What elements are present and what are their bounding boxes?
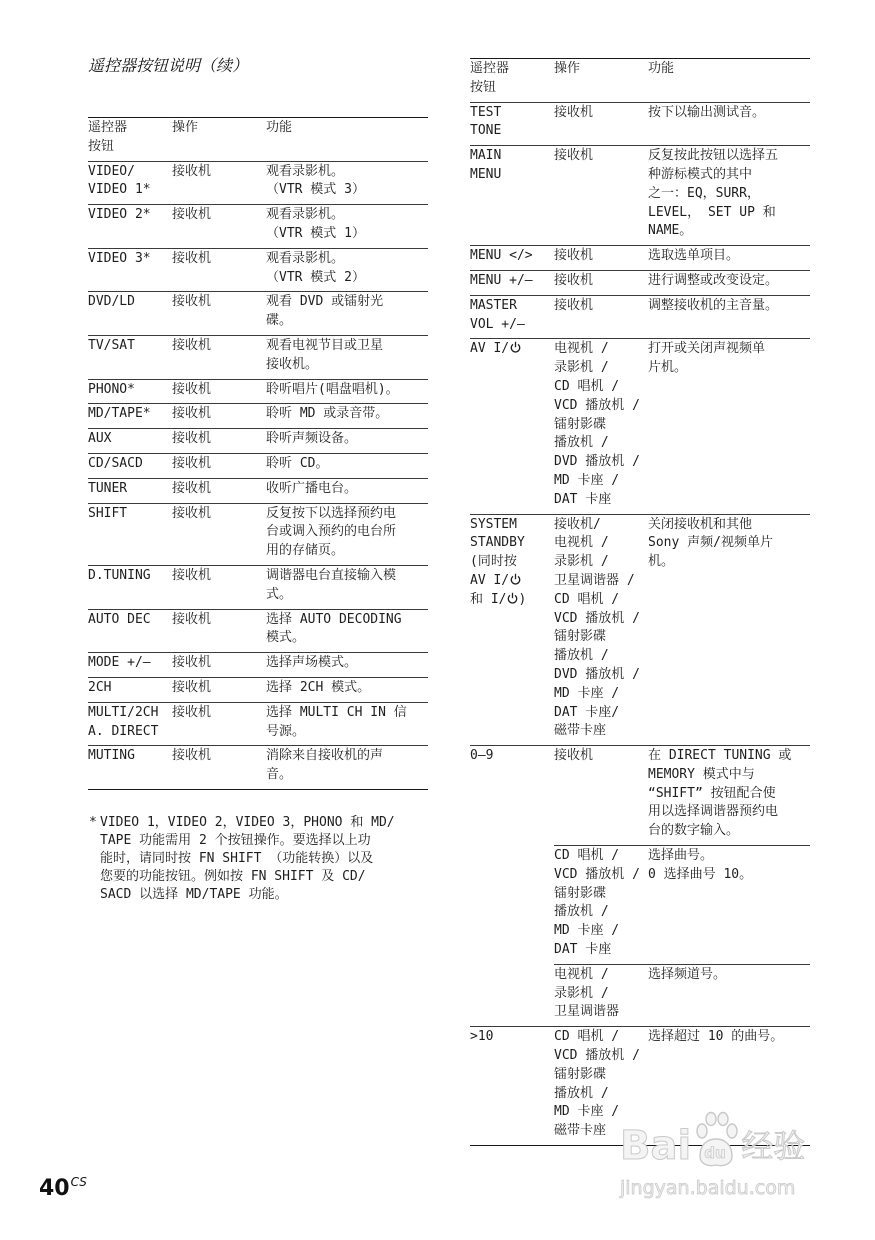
function-cell-line: “SHIFT” 按钮配合使	[648, 785, 776, 801]
operation-cell-line: MD 卡座 /	[554, 923, 620, 939]
table-header-row	[470, 59, 810, 103]
function-cell-line: （VTR 模式 1）	[266, 225, 365, 241]
operation-cell-line: 录影机 /	[554, 554, 609, 570]
function-cell-line: MEMORY 模式中与	[648, 766, 755, 782]
operation-cell-line: 接收机	[172, 431, 212, 447]
button-name-cell-line	[470, 340, 554, 359]
operation-cell	[554, 846, 648, 964]
operation-cell-line: 接收机	[554, 248, 594, 264]
operation-cell-line: DVD 播放机 /	[554, 454, 640, 470]
button-name-cell	[88, 454, 172, 478]
button-name-cell	[88, 380, 172, 404]
operation-cell-line: 接收机	[554, 748, 594, 764]
operation-cell	[554, 746, 648, 845]
function-cell	[648, 103, 810, 146]
function-cell-line: 进行调整或改变设定。	[648, 272, 779, 288]
operation-cell	[172, 292, 266, 335]
function-cell-line: （VTR 模式 3）	[266, 182, 365, 198]
sub-row	[554, 746, 810, 845]
function-cell	[648, 271, 810, 295]
operation-cell-line: DAT 卡座	[554, 942, 612, 958]
function-cell	[266, 566, 428, 609]
operation-cell	[554, 246, 648, 270]
button-name-cell-line: MD/TAPE*	[88, 406, 151, 422]
footnote-line: VIDEO 1，VIDEO 2，VIDEO 3，PHONO 和 MD/	[100, 815, 395, 830]
button-name-cell-line	[470, 572, 554, 591]
operation-cell	[554, 515, 648, 746]
operation-cell-line: 接收机	[172, 337, 212, 353]
button-name-cell-line: TEST	[470, 104, 502, 120]
function-cell-line: 模式。	[266, 630, 306, 646]
button-name-cell-line-text: AV I/	[470, 341, 510, 357]
function-cell-line: 调整接收机的主音量。	[648, 297, 779, 313]
header-operation-line: 操作	[554, 61, 581, 76]
button-name-cell-line	[470, 591, 554, 610]
function-cell	[648, 246, 810, 270]
operation-cell-line: 电视机 /	[554, 966, 609, 982]
table-row	[470, 146, 810, 246]
button-name-cell-line: MUTING	[88, 748, 135, 764]
operation-cell-line: 接收机	[172, 704, 212, 720]
power-icon	[510, 341, 521, 353]
function-cell	[266, 205, 428, 248]
header-function	[266, 118, 428, 161]
function-cell-line: 观看录影机。	[266, 207, 345, 223]
operation-cell-line: MD 卡座 /	[554, 472, 620, 488]
button-name-cell	[470, 339, 554, 513]
watermark-brand-left: Bai	[620, 1123, 692, 1169]
function-cell-line: 聆听唱片(唱盘唱机)。	[266, 381, 399, 397]
button-name-cell-line: TV/SAT	[88, 337, 135, 353]
operation-cell-line: 接收机	[554, 104, 594, 120]
function-cell	[266, 479, 428, 503]
operation-cell-line: 接收机	[172, 611, 212, 627]
operation-cell	[554, 146, 648, 245]
watermark-url: jingyan.baidu.com	[620, 1177, 796, 1199]
function-cell	[266, 404, 428, 428]
footnote-line: 您要的功能按钮。例如按 FN SHIFT 及 CD/	[100, 869, 366, 884]
table-row	[88, 678, 428, 703]
function-cell-line: 在 DIRECT TUNING 或	[648, 748, 792, 764]
operation-cell-line: 接收机	[172, 207, 212, 223]
operation-cell-line: 镭射影碟	[554, 416, 607, 432]
button-name-cell-line-text: )	[518, 591, 527, 607]
operation-cell	[554, 103, 648, 146]
operation-cell	[172, 249, 266, 292]
table-row	[88, 479, 428, 504]
watermark-logo	[620, 1106, 830, 1168]
button-name-cell	[88, 703, 172, 746]
table-row	[88, 454, 428, 479]
button-name-cell	[470, 146, 554, 245]
table-row	[470, 339, 810, 514]
operation-cell	[172, 454, 266, 478]
operation-cell-line: 接收机	[172, 679, 212, 695]
function-cell-line: 选择频道号。	[648, 966, 727, 982]
operation-cell-line: 录影机 /	[554, 985, 609, 1001]
operation-cell-line: 接收机	[172, 748, 212, 764]
function-cell	[648, 846, 810, 964]
function-cell	[266, 504, 428, 565]
function-cell	[266, 678, 428, 702]
button-name-cell	[88, 249, 172, 292]
function-cell-line: 片机。	[648, 360, 688, 376]
header-operation-line: 操作	[172, 120, 199, 135]
function-cell	[266, 703, 428, 746]
function-cell	[648, 746, 810, 845]
button-name-cell-line: VIDEO 1*	[88, 182, 151, 198]
function-cell-line: LEVEL， SET UP 和	[648, 204, 776, 220]
button-name-cell-line: A. DIRECT	[88, 723, 159, 739]
function-cell-line: 种游标模式的其中	[648, 166, 753, 182]
operation-cell	[172, 703, 266, 746]
button-name-cell-line: SYSTEM	[470, 516, 517, 532]
function-cell-line: 号源。	[266, 723, 306, 739]
operation-cell-line: VCD 播放机 /	[554, 610, 640, 626]
table-row	[88, 566, 428, 610]
footnote-line: SACD 以选择 MD/TAPE 功能。	[100, 887, 288, 902]
table-row	[88, 653, 428, 678]
button-name-cell	[88, 336, 172, 379]
footnote-line: 能时，请同时按 FN SHIFT （功能转换）以及	[100, 851, 374, 866]
operation-cell	[172, 504, 266, 565]
operation-cell-line: 接收机	[172, 455, 212, 471]
operation-cell	[172, 205, 266, 248]
watermark-brand-paw-text: du	[704, 1144, 726, 1162]
operation-cell	[554, 965, 648, 1026]
page-number-value: 40	[39, 1176, 70, 1201]
button-name-cell	[470, 296, 554, 339]
operation-cell	[172, 610, 266, 653]
operation-cell	[554, 339, 648, 513]
operation-cell-line: 接收机	[172, 250, 212, 266]
function-cell-line: 聆听声频设备。	[266, 431, 358, 447]
button-name-cell-line: PHONO*	[88, 381, 135, 397]
button-name-cell-line: MULTI/2CH	[88, 704, 159, 720]
button-name-cell	[88, 653, 172, 677]
button-name-cell-line-text: AV I/	[470, 572, 510, 588]
button-name-cell-line: MENU </>	[470, 248, 533, 264]
function-cell-line: 碟。	[266, 313, 293, 329]
button-name-cell	[88, 504, 172, 565]
function-cell-line: 观看录影机。	[266, 163, 345, 179]
operation-cell-line: 接收机	[554, 297, 594, 313]
button-name-cell-line: TONE	[470, 123, 502, 139]
operation-cell-line: 磁带卡座	[554, 723, 607, 739]
button-name-cell	[470, 1027, 554, 1145]
header-operation	[172, 118, 266, 161]
operation-cell	[172, 336, 266, 379]
operation-cell-line: 录影机 /	[554, 360, 609, 376]
operation-cell-line: 播放机 /	[554, 435, 609, 451]
function-cell-line: （VTR 模式 2）	[266, 269, 365, 285]
function-cell-line: 选择 2CH 模式。	[266, 679, 371, 695]
operation-cell	[172, 566, 266, 609]
button-name-cell	[88, 292, 172, 335]
button-name-cell-line: 2CH	[88, 679, 112, 695]
function-cell	[266, 162, 428, 205]
button-name-cell	[88, 678, 172, 702]
function-cell-line: 聆听 CD。	[266, 455, 329, 471]
operation-cell-line: 接收机	[172, 505, 212, 521]
table-row	[88, 404, 428, 429]
table-header-row	[88, 118, 428, 162]
function-cell-line: 反复按下以选择预约电	[266, 505, 397, 521]
operation-cell	[172, 429, 266, 453]
header-function-line: 功能	[648, 61, 675, 76]
table-row	[470, 515, 810, 747]
button-name-cell	[88, 429, 172, 453]
function-cell-line: 用的存储页。	[266, 543, 345, 559]
button-name-cell	[470, 515, 554, 746]
page-number	[39, 1168, 87, 1203]
function-cell-line: 台的数字输入。	[648, 823, 740, 839]
button-name-cell-line: DVD/LD	[88, 294, 135, 310]
function-cell	[648, 965, 810, 1026]
table-row	[88, 292, 428, 336]
table-row	[470, 746, 810, 1027]
footnote	[88, 814, 395, 904]
table-row	[88, 429, 428, 454]
header-function	[648, 59, 810, 102]
header-button	[470, 59, 554, 102]
paw-icon	[694, 1110, 738, 1168]
button-name-cell-line: TUNER	[88, 480, 128, 496]
button-name-cell	[88, 205, 172, 248]
watermark-brand-right: 经验	[741, 1127, 806, 1165]
button-name-cell-line: VIDEO/	[88, 163, 135, 179]
operation-cell-line: 接收机	[172, 567, 212, 583]
function-cell-line: 台或调入预约的电台所	[266, 524, 397, 540]
button-name-cell	[470, 271, 554, 295]
operation-cell-line: 接收机/	[554, 516, 601, 532]
button-name-cell	[88, 746, 172, 789]
function-cell-line: 聆听 MD 或录音带。	[266, 406, 389, 422]
footnote-marker: *	[89, 815, 97, 830]
button-name-cell-line: >10	[470, 1029, 494, 1045]
function-cell	[266, 336, 428, 379]
operation-cell-line: 磁带卡座	[554, 1123, 607, 1139]
operation-cell-line: 接收机	[172, 655, 212, 671]
function-cell	[266, 292, 428, 335]
operation-cell	[554, 296, 648, 339]
sub-row	[554, 845, 810, 964]
button-name-cell-line: 0–9	[470, 748, 494, 764]
operation-cell	[172, 653, 266, 677]
operation-cell	[172, 746, 266, 789]
table-row	[88, 746, 428, 790]
function-cell-line: 机。	[648, 554, 675, 570]
function-cell-line: 选择 AUTO DECODING	[266, 611, 402, 627]
page-title: 遥控器按钮说明（续）	[88, 56, 249, 75]
sub-rows	[554, 746, 810, 1026]
function-cell-line: 选择声场模式。	[266, 655, 358, 671]
operation-cell-line: MD 卡座 /	[554, 1104, 620, 1120]
operation-cell-line: 接收机	[172, 480, 212, 496]
function-cell-line: 观看录影机。	[266, 250, 345, 266]
header-button-line: 遥控器	[88, 120, 128, 135]
button-name-cell	[88, 404, 172, 428]
function-cell-line: Sony 声频/视频单片	[648, 535, 773, 551]
operation-cell	[172, 162, 266, 205]
function-cell-line: 接收机。	[266, 356, 319, 372]
operation-cell-line: 卫星调谐器	[554, 1004, 620, 1020]
function-cell-line: 用以选择调谐器预约电	[648, 804, 779, 820]
operation-cell-line: 卫星调谐器 /	[554, 572, 635, 588]
header-button-line: 按钮	[88, 138, 115, 154]
button-name-cell	[88, 610, 172, 653]
operation-cell-line: MD 卡座 /	[554, 685, 620, 701]
button-name-cell-line: CD/SACD	[88, 455, 143, 471]
function-cell-line: 消除来自接收机的声	[266, 748, 384, 764]
function-cell-line: 打开或关闭声视频单	[648, 341, 766, 357]
function-cell	[648, 146, 810, 245]
table-row	[88, 162, 428, 206]
operation-cell-line: VCD 播放机 /	[554, 1048, 640, 1064]
operation-cell-line: 接收机	[554, 272, 594, 288]
operation-cell-line: 接收机	[172, 294, 212, 310]
table-row	[88, 504, 428, 566]
operation-cell-line: 接收机	[172, 163, 212, 179]
page-number-suffix: CS	[70, 1175, 87, 1189]
button-name-cell	[88, 162, 172, 205]
remote-buttons-table-right	[470, 58, 810, 1146]
operation-cell-line: CD 唱机 /	[554, 591, 620, 607]
button-name-cell	[88, 566, 172, 609]
remote-buttons-table-left	[88, 117, 428, 790]
function-cell	[266, 249, 428, 292]
operation-cell-line: 电视机 /	[554, 341, 609, 357]
function-cell-line: 调谐器电台直接输入模	[266, 567, 397, 583]
operation-cell-line: DVD 播放机 /	[554, 666, 640, 682]
button-name-cell	[88, 479, 172, 503]
operation-cell-line: 播放机 /	[554, 1085, 609, 1101]
operation-cell-line: VCD 播放机 /	[554, 866, 640, 882]
operation-cell	[172, 479, 266, 503]
operation-cell-line: 接收机	[172, 406, 212, 422]
operation-cell	[172, 380, 266, 404]
power-icon	[507, 592, 518, 604]
table-row	[470, 246, 810, 271]
sub-row	[554, 964, 810, 1026]
button-name-cell-line-text: 和 I/	[470, 591, 507, 607]
header-button-line: 按钮	[470, 79, 497, 95]
function-cell-line: 观看电视节目或卫星	[266, 337, 384, 353]
button-name-cell-line: AUTO DEC	[88, 611, 151, 627]
footnote-line: TAPE 功能需用 2 个按钮操作。要选择以上功	[100, 833, 371, 848]
function-cell-line: 选取选单项目。	[648, 248, 740, 264]
button-name-cell-line: MODE +/–	[88, 655, 151, 671]
watermark	[620, 1106, 830, 1200]
function-cell	[266, 429, 428, 453]
button-name-cell-line: STANDBY	[470, 535, 525, 551]
function-cell	[648, 339, 810, 513]
function-cell-line: 选择 MULTI CH IN 信	[266, 704, 407, 720]
operation-cell-line: 接收机	[172, 381, 212, 397]
operation-cell-line: 镭射影碟	[554, 1066, 607, 1082]
button-name-cell-line: MENU +/–	[470, 272, 533, 288]
function-cell-line: 按下以输出测试音。	[648, 104, 766, 120]
operation-cell-line: 镭射影碟	[554, 629, 607, 645]
header-button	[88, 118, 172, 161]
operation-cell-line: CD 唱机 /	[554, 378, 620, 394]
button-name-cell-line: AUX	[88, 431, 112, 447]
function-cell-line: NAME。	[648, 223, 693, 239]
button-name-cell-line: SHIFT	[88, 505, 128, 521]
button-name-cell-line: MENU	[470, 166, 502, 182]
function-cell	[648, 296, 810, 339]
function-cell-line: 反复按此按钮以选择五	[648, 148, 779, 164]
operation-cell-line: VCD 播放机 /	[554, 397, 640, 413]
power-icon	[510, 573, 521, 585]
button-name-cell-line: VOL +/–	[470, 316, 525, 332]
operation-cell-line: 播放机 /	[554, 648, 609, 664]
function-cell-line: 关闭接收机和其他	[648, 516, 753, 532]
button-name-cell-line: VIDEO 2*	[88, 207, 151, 223]
operation-cell-line: DAT 卡座/	[554, 704, 620, 720]
operation-cell-line: 播放机 /	[554, 904, 609, 920]
function-cell	[266, 653, 428, 677]
function-cell-line: 0 选择曲号 10。	[648, 866, 753, 882]
function-cell-line: 选择超过 10 的曲号。	[648, 1029, 784, 1045]
table-row	[88, 610, 428, 654]
button-name-cell-line: (同时按	[470, 554, 517, 570]
function-cell	[266, 746, 428, 789]
button-name-cell-line: VIDEO 3*	[88, 250, 151, 266]
header-button-line: 遥控器	[470, 61, 510, 76]
operation-cell-line: CD 唱机 /	[554, 848, 620, 864]
operation-cell-line: 接收机	[554, 148, 594, 164]
table-row	[470, 103, 810, 147]
table-row	[88, 336, 428, 380]
operation-cell	[172, 678, 266, 702]
header-function-line: 功能	[266, 120, 293, 135]
table-row	[470, 296, 810, 340]
button-name-cell-line: MAIN	[470, 148, 502, 164]
operation-cell-line: DAT 卡座	[554, 491, 612, 507]
operation-cell	[554, 271, 648, 295]
operation-cell-line: CD 唱机 /	[554, 1029, 620, 1045]
button-name-cell	[470, 746, 554, 1026]
function-cell-line: 音。	[266, 767, 293, 783]
operation-cell-line: 电视机 /	[554, 535, 609, 551]
function-cell-line: 收听广播电台。	[266, 480, 358, 496]
header-operation	[554, 59, 648, 102]
table-row	[88, 249, 428, 293]
function-cell-line: 之一：EQ，SURR，	[648, 185, 760, 201]
function-cell	[266, 380, 428, 404]
function-cell	[266, 454, 428, 478]
table-row	[88, 703, 428, 747]
button-name-cell-line: D.TUNING	[88, 567, 151, 583]
function-cell-line: 观看 DVD 或镭射光	[266, 294, 384, 310]
function-cell-line: 式。	[266, 586, 293, 602]
button-name-cell	[470, 246, 554, 270]
function-cell	[266, 610, 428, 653]
table-row	[88, 205, 428, 249]
operation-cell	[172, 404, 266, 428]
button-name-cell	[470, 103, 554, 146]
operation-cell-line: 镭射影碟	[554, 885, 607, 901]
function-cell	[648, 515, 810, 746]
table-row	[470, 271, 810, 296]
button-name-cell-line: MASTER	[470, 297, 517, 313]
table-row	[88, 380, 428, 405]
function-cell-line: 选择曲号。	[648, 848, 714, 864]
